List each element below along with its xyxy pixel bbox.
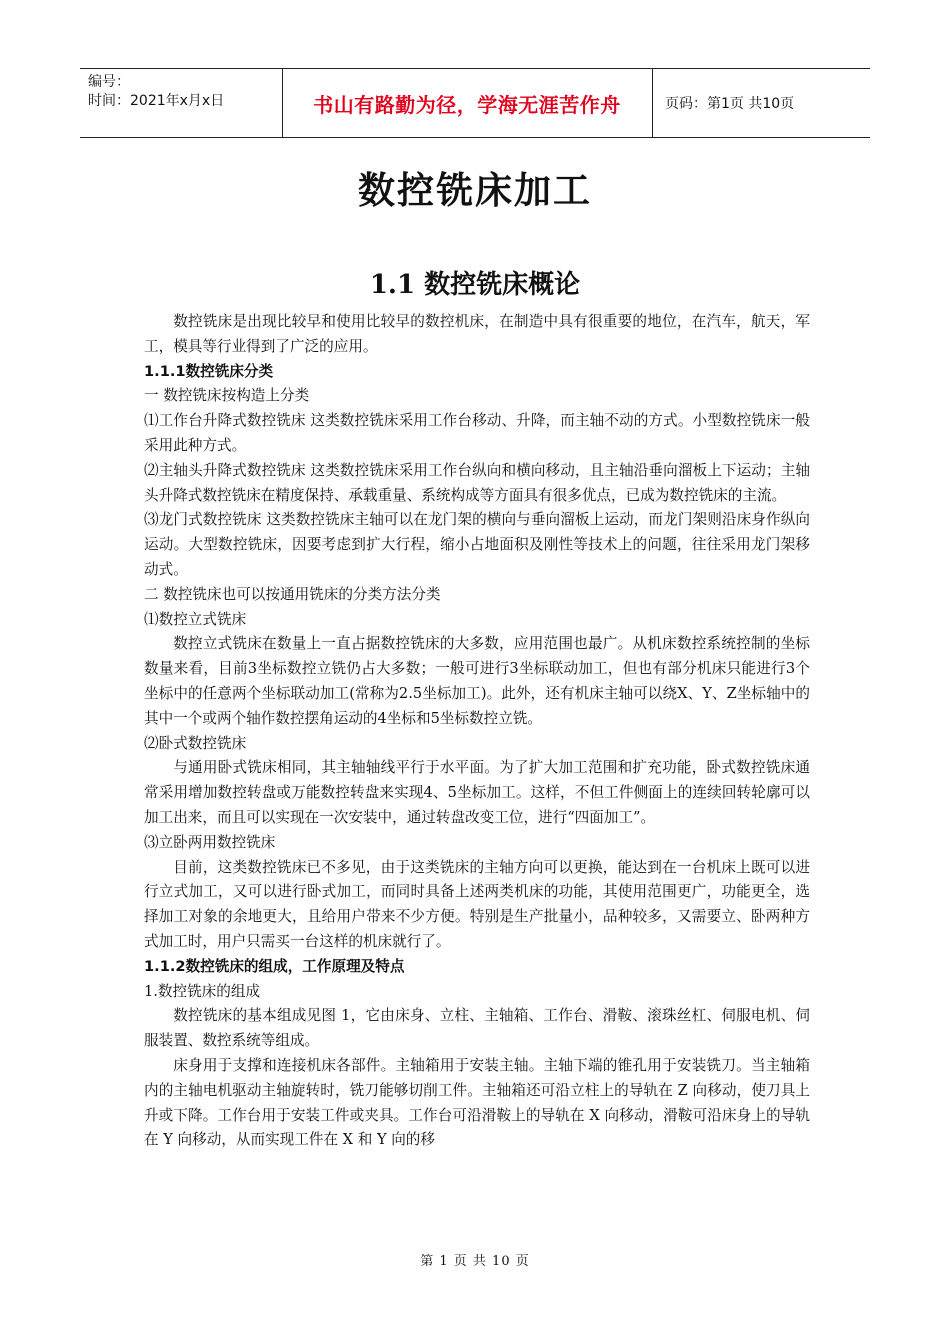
header-motto: 书山有路勤为径，学海无涯苦作舟	[313, 92, 621, 117]
paragraph-vertical: 数控立式铣床在数量上一直占据数控铣床的大多数，应用范围也最广。从机床数控系统控制的坐标数量来看，目前3坐标数控立铣仍占大多数；一般可进行3坐标联动加工，但也有部分机床只能进行3个坐标中的任意两个坐标联动加工(常称为2.5坐标加工)。此外，还有机床主轴可以绕X、Y、Z坐标轴中的其中一个或两个轴作数控摆角运动的4坐标和5坐标数控立铣。	[144, 635, 810, 727]
list-heading-structure: 一 数控铣床按构造上分类	[144, 387, 310, 405]
paragraph-table-lift: ⑴工作台升降式数控铣床 这类数控铣床采用工作台移动、升降，而主轴不动的方式。小型数控铣床一般采用此种方式。	[144, 412, 810, 454]
header-meta	[88, 73, 224, 111]
section-title: 1.1 数控铣床概论	[369, 270, 581, 300]
header-divider	[652, 69, 653, 137]
item-composition: 1.数控铣床的组成	[144, 982, 261, 1000]
list-heading-general: 二 数控铣床也可以按通用铣床的分类方法分类	[144, 585, 441, 603]
date-label: 时间：2021年x月x日	[88, 93, 225, 109]
paragraph-gantry: ⑶龙门式数控铣床 这类数控铣床主轴可以在龙门架的横向与垂向溜板上运动，而龙门架则沿床身作纵向运动。大型数控铣床，因要考虑到扩大行程，缩小占地面积及刚性等技术上的问题，往往采用龙门架移动式。	[144, 511, 810, 578]
page-footer: 第 1 页 共 10 页	[420, 1254, 530, 1269]
number-label: 编号：	[88, 74, 130, 90]
item-dual: ⑶立卧两用数控铣床	[144, 833, 276, 851]
subheading-composition: 1.1.2数控铣床的组成，工作原理及特点	[144, 957, 405, 975]
subheading-classification: 1.1.1数控铣床分类	[144, 362, 274, 380]
paragraph-intro: 数控铣床是出现比较早和使用比较早的数控机床，在制造中具有很重要的地位，在汽车，航天，军工，模具等行业得到了广泛的应用。	[144, 313, 810, 355]
paragraph-bed: 床身用于支撑和连接机床各部件。主轴箱用于安装主轴。主轴下端的锥孔用于安装铣刀。当主轴箱内的主轴电机驱动主轴旋转时，铣刀能够切削工件。主轴箱还可沿立柱上的导轨在 Z 向移动，使刀具上升或下降。工作台用于安装工件或夹具。工作台可沿滑鞍上的导轨在 X 向移动，滑鞍可沿床身上的导轨在 Y 向移动，从而实现工件在 X 和 Y 向的移	[144, 1056, 810, 1149]
item-vertical: ⑴数控立式铣床	[144, 610, 247, 628]
paragraph-dual: 目前，这类数控铣床已不多见，由于这类铣床的主轴方向可以更换，能达到在一台机床上既可以进行立式加工，又可以进行卧式加工，而同时具备上述两类机床的功能，其使用范围更广，功能更全，选择加工对象的余地更大，且给用户带来不少方便。特别是生产批量小，品种较多，又需要立、卧两种方式加工时，用户只需买一台这样的机床就行了。	[144, 858, 810, 950]
header-table	[80, 68, 870, 138]
document-body	[144, 310, 810, 1153]
paragraph-composition: 数控铣床的基本组成见图 1，它由床身、立柱、主轴箱、工作台、滑鞍、滚珠丝杠、伺服电机、伺服装置、数控系统等组成。	[144, 1007, 810, 1050]
item-horizontal: ⑵卧式数控铣床	[144, 734, 247, 752]
header-page-info: 页码：第1页 共10页	[665, 96, 795, 112]
document-title: 数控铣床加工	[358, 169, 592, 212]
paragraph-spindle-lift: ⑵主轴头升降式数控铣床 这类数控铣床采用工作台纵向和横向移动，且主轴沿垂向溜板上下运动；主轴头升降式数控铣床在精度保持、承载重量、系统构成等方面具有很多优点，已成为数控铣床的主流。	[144, 461, 810, 504]
paragraph-horizontal: 与通用卧式铣床相同，其主轴轴线平行于水平面。为了扩大加工范围和扩充功能，卧式数控铣床通常采用增加数控转盘或万能数控转盘来实现4、5坐标加工。这样，不但工件侧面上的连续回转轮廓可以加工出来，而且可以实现在一次安装中，通过转盘改变工位，进行“四面加工”。	[144, 759, 810, 826]
